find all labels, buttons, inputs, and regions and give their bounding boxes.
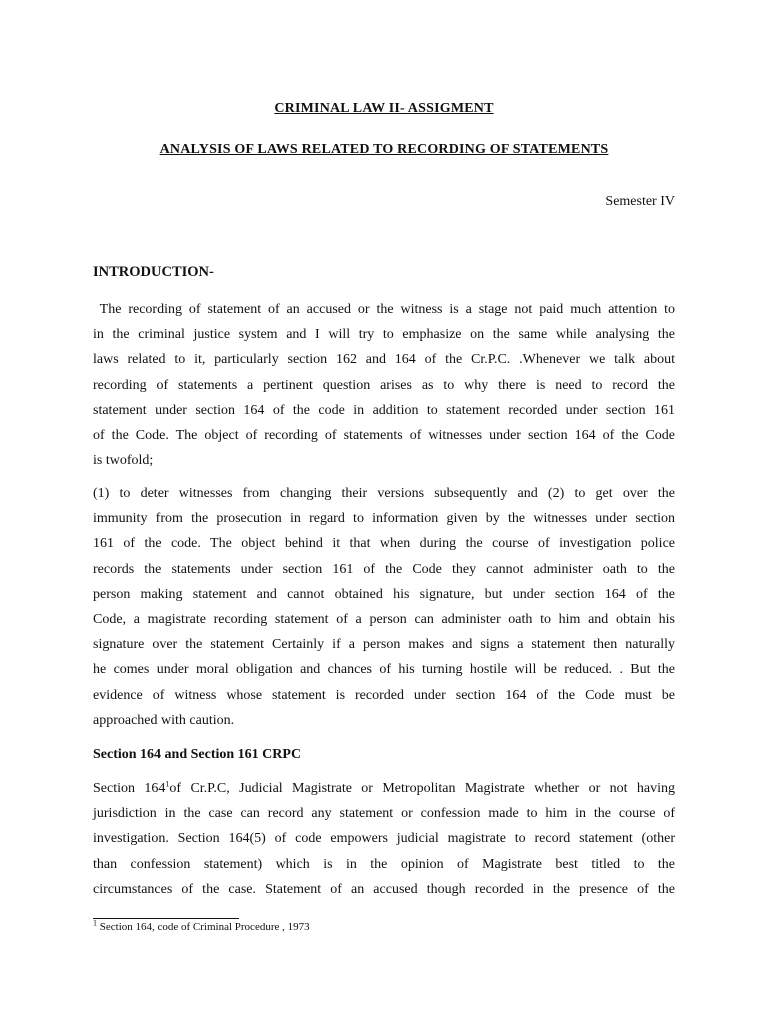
paragraph-line: than confession statement) which is in the opinion of Magistrate best titled to the [93,856,675,872]
footnote-reference: 1 [165,779,170,789]
paragraph-line: jurisdiction in the case can record any statement or confession made to him in the course of [93,806,675,822]
paragraph-line: investigation. Section 164(5) of code empowers judicial magistrate to record statement (other [93,831,675,847]
paragraph-line: circumstances of the case. Statement of an accused though recorded in the presence of the [93,881,675,897]
paragraph-line: recording of statements a pertinent question arises as to why there is need to record the [93,377,675,393]
paragraph-line: he comes under moral obligation and chances of his turning hostile will be reduced. . But the [93,662,675,678]
paragraph-line: of the Code. The object of recording of statements of witnesses under section 164 of the Code [93,428,675,444]
paragraph-line: approached with caution. [93,712,235,728]
introduction-heading: INTRODUCTION- [93,264,214,280]
objects-paragraph [93,481,675,733]
paragraph-line: records the statements under section 161 of the Code they cannot administer oath to the [93,561,675,577]
document-title: CRIMINAL LAW II- ASSIGMENT [274,101,494,116]
paragraph-line: 161 of the code. The object behind it that when during the course of investigation police [93,536,675,552]
introduction-paragraph [93,297,675,473]
section-164-paragraph [93,776,675,902]
paragraph-line: Code, a magistrate recording statement of a person can administer oath to him and obtain his [93,612,675,628]
paragraph-line: laws related to it, particularly section 162 and 164 of the Cr.P.C. .Whenever we talk about [93,352,675,368]
paragraph-line: evidence of witness whose statement is recorded under section 164 of the Code must be [93,687,675,703]
paragraph-line: signature over the statement Certainly if a person makes and signs a statement then naturally [93,637,675,653]
paragraph-line: is twofold; [93,453,154,469]
semester-label: Semester IV [605,194,675,209]
paragraph-line: person making statement and cannot obtained his signature, but under section 164 of the [93,586,675,602]
footnote-divider [93,918,239,919]
section-heading: Section 164 and Section 161 CRPC [93,747,302,762]
paragraph-line: The recording of statement of an accused or the witness is a stage not paid much attention to [93,302,675,317]
paragraph-line: immunity from the prosecution in regard to information given by the witnesses under section [93,511,675,527]
paragraph-line: (1) to deter witnesses from changing their versions subsequently and (2) to get over the [93,486,675,501]
paragraph-text: of Cr.P.C, Judicial Magistrate or Metropolitan Magistrate whether or not having [169,781,676,796]
paragraph-line: statement under section 164 of the code in addition to statement recorded under section 161 [93,402,675,418]
footnote [93,918,310,933]
paragraph-line-with-footnote [93,776,675,801]
footnote-mark: 1 [93,918,97,928]
footnote-text: Section 164, code of Criminal Procedure , 1973 [97,921,310,933]
document-subtitle: ANALYSIS OF LAWS RELATED TO RECORDING OF STATEMENTS [159,142,609,157]
paragraph-line: in the criminal justice system and I will try to emphasize on the same while analysing the [93,327,675,343]
paragraph-text: Section 164 [93,781,166,796]
